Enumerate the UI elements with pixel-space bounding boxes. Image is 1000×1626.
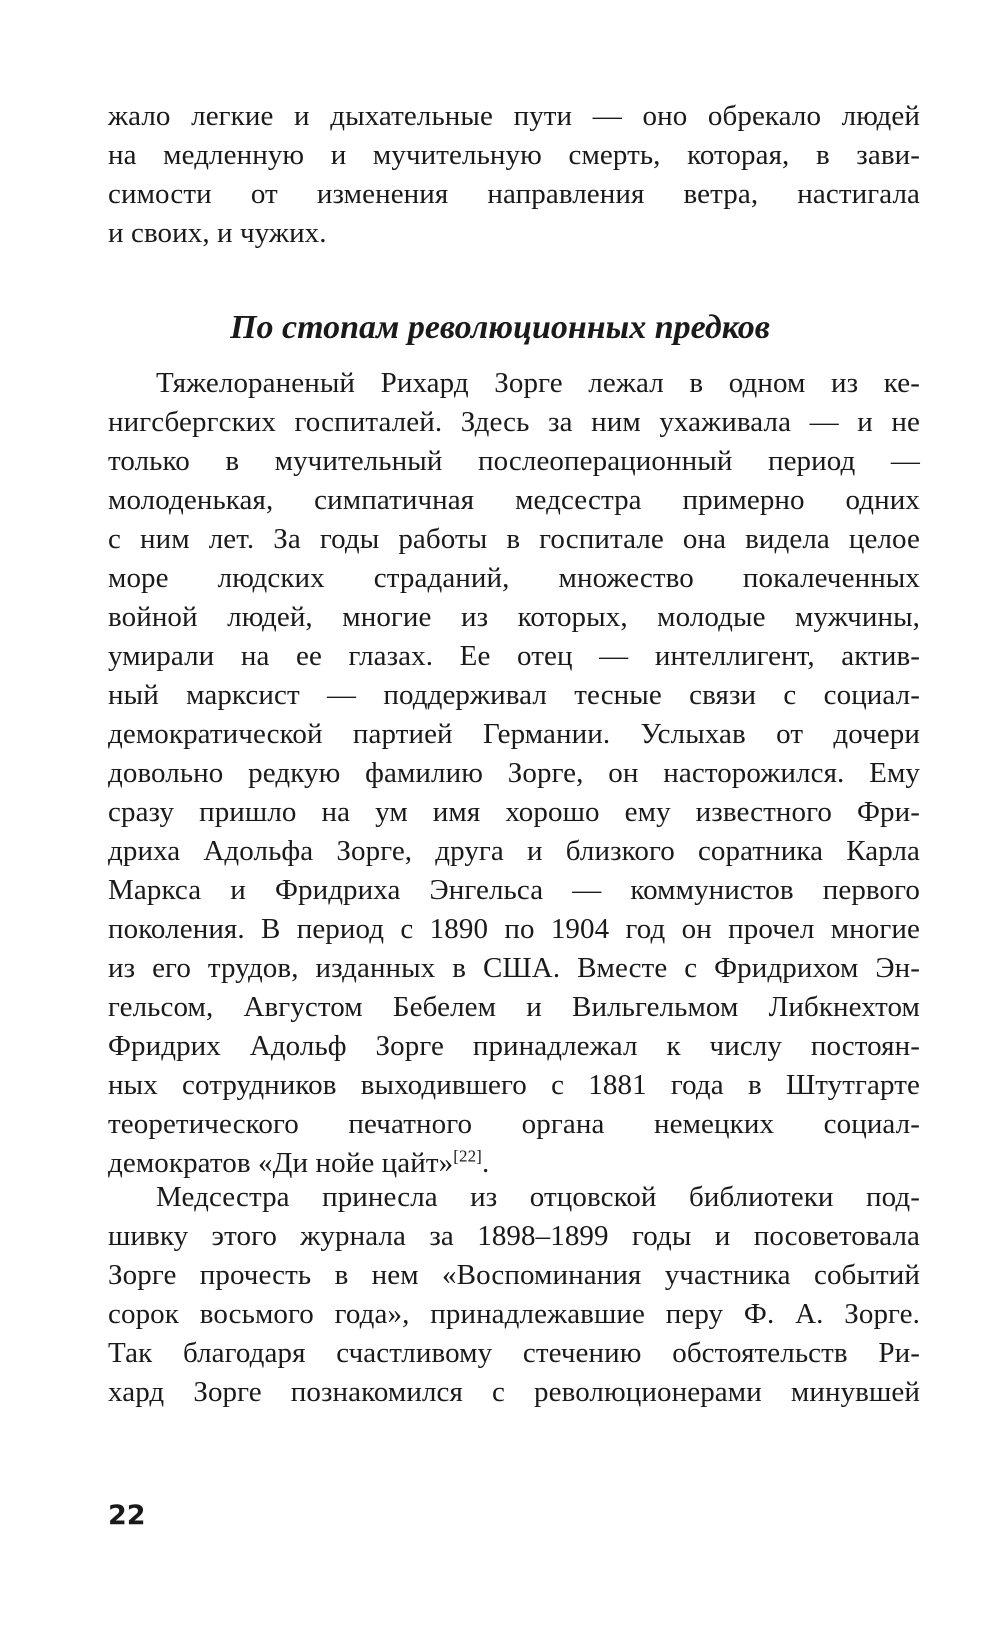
text-line: довольно редкую фамилию Зорге, он насторожился. Ему <box>108 757 920 789</box>
intro-paragraph <box>108 97 920 253</box>
footnote-reference[interactable]: [22] <box>453 1146 482 1166</box>
text-line: войной людей, многие из которых, молодые мужчины, <box>108 601 920 633</box>
section-title: По стопам революционных предков <box>230 309 770 346</box>
text-line: сорок восьмого года», принадлежавшие перу Ф. А. Зорге. <box>108 1298 920 1330</box>
text-line: дриха Адольфа Зорге, друга и близкого соратника Карла <box>108 835 920 867</box>
text-line: Фридрих Адольф Зорге принадлежал к числу постоян- <box>108 1030 920 1062</box>
text-line: на медленную и мучительную смерть, которая, в зави- <box>108 139 920 171</box>
text-line: Так благодаря счастливому стечению обстоятельств Ри- <box>108 1337 920 1369</box>
text-line: море людских страданий, множество покалеченных <box>108 562 920 594</box>
text-line: умирали на ее глазах. Ее отец — интеллигент, актив- <box>108 640 920 672</box>
text-line: теоретического печатного органа немецких социал- <box>108 1108 920 1140</box>
text-line: Тяжелораненый Рихард Зорге лежал в одном из ке- <box>156 367 920 399</box>
text-line: сразу пришло на ум имя хорошо ему известного Фри- <box>108 796 920 828</box>
text-line: хард Зорге познакомился с революционерами минувшей <box>108 1376 920 1408</box>
text-line: нигсбергских госпиталей. Здесь за ним ухаживала — и не <box>108 406 920 438</box>
text-line: и своих, и чужих. <box>108 217 327 249</box>
paragraph-2 <box>108 1178 920 1412</box>
text-line: только в мучительный послеоперационный период — <box>108 445 920 477</box>
line-text: демократов «Ди нойе цайт» <box>108 1147 454 1179</box>
text-line: Медсестра принесла из отцовской библиотеки под- <box>156 1181 920 1213</box>
line-punctuation: . <box>481 1147 490 1179</box>
text-line: с ним лет. За годы работы в госпитале она видела целое <box>108 523 920 555</box>
text-line: ный марксист — поддерживал тесные связи с социал- <box>108 679 920 711</box>
text-line: ных сотрудников выходившего с 1881 года в Штутгарте <box>108 1069 920 1101</box>
text-line: из его трудов, изданных в США. Вместе с Фридрихом Эн- <box>108 952 920 984</box>
page-number: 22 <box>108 1500 146 1531</box>
text-line: гельсом, Августом Бебелем и Вильгельмом Либкнехтом <box>108 991 920 1023</box>
text-line: жало легкие и дыхательные пути — оно обрекало людей <box>108 100 920 132</box>
text-line: демократической партией Германии. Услыхав от дочери <box>108 718 920 750</box>
text-line: Маркса и Фридриха Энгельса — коммунистов первого <box>108 874 920 906</box>
text-line: симости от изменения направления ветра, настигала <box>108 178 920 210</box>
paragraph-1 <box>108 364 920 1183</box>
text-line: молоденькая, симпатичная медсестра примерно одних <box>108 484 920 516</box>
text-line: Зорге прочесть в нем «Воспоминания участника событий <box>108 1259 920 1291</box>
text-line: поколения. В период с 1890 по 1904 год он прочел многие <box>108 913 920 945</box>
text-line: шивку этого журнала за 1898–1899 годы и посоветовала <box>108 1220 920 1252</box>
